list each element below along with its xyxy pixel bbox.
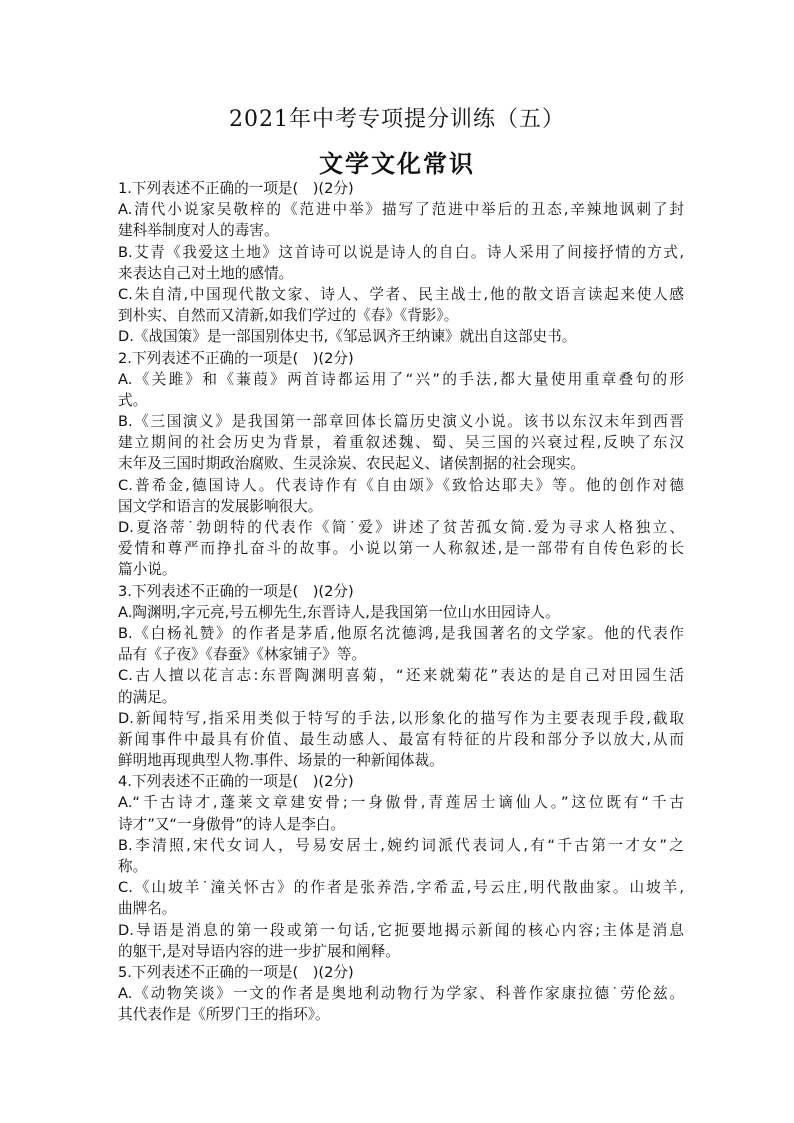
text-line: 到朴实、自然而又清新,如我们学过的《春》《背影》。	[118, 307, 459, 325]
text-line: B.艾青《我爱这土地》这首诗可以说是诗人的自白。诗人采用了间接抒情的方式,	[118, 243, 684, 261]
text-line: D.导语是消息的第一段或第一句话,它扼要地揭示新闻的核心内容;主体是消息	[118, 921, 684, 939]
text-line: D.新闻特写,指采用类似于特写的手法,以形象化的描写作为主要表现手段,截取	[118, 709, 684, 727]
text-line: D.夏洛蒂˙勃朗特的代表作《简˙爱》讲述了贫苦孤女简.爱为寻求人格独立、	[118, 519, 684, 536]
text-line: 品有《子夜》《春蚕》《林家铺子》等。	[118, 646, 367, 664]
text-line: C.《山坡羊˙潼关怀古》的作者是张养浩,字希孟,号云庄,明代散曲家。山坡羊,	[118, 879, 684, 897]
text-line: 鲜明地再现典型人物.事件、场景的一种新闻体裁。	[118, 752, 444, 770]
text-line: 称。	[118, 858, 148, 875]
text-line: B.《三国演义》是我国第一部章回体长篇历史演义小说。该书以东汉末年到西晋	[118, 413, 684, 431]
text-line: 2.下列表述不正确的一项是( )(2分)	[118, 349, 354, 367]
text-line: 爱情和尊严而挣扎奋斗的故事。小说以第一人称叙述,是一部带有自传色彩的长	[118, 540, 684, 558]
text-line: 国文学和语言的发展影响很大。	[118, 497, 323, 515]
question-body	[118, 178, 684, 1026]
text-line: C.普希金,德国诗人。代表诗作有《自由颂》《致恰达耶夫》等。他的创作对德	[118, 476, 684, 494]
text-line: A.陶渊明,字元亮,号五柳先生,东晋诗人,是我国第一位山水田园诗人。	[118, 603, 560, 621]
text-line: B.《白杨礼赞》的作者是茅盾,他原名沈德鸿,是我国著名的文学家。他的代表作	[118, 624, 684, 642]
page-subtitle: 文学文化常识	[319, 150, 475, 178]
text-line: 1.下列表述不正确的一项是( )(2分)	[118, 180, 354, 197]
text-line: 3.下列表述不正确的一项是( )(2分)	[118, 582, 354, 600]
text-line: A.清代小说家吴敬梓的《范进中举》描写了范进中举后的丑态,辛辣地讽刺了封	[118, 201, 684, 219]
text-line: 诗才”又“一身傲骨”的诗人是李白。	[118, 815, 345, 833]
text-line: 来表达自己对土地的感情。	[118, 264, 294, 282]
text-line: 其代表作是《所罗门王的指环》。	[118, 1006, 330, 1024]
text-line: 新闻事件中最具有价值、最生动感人、最富有特征的片段和部分予以放大,从而	[118, 730, 684, 748]
page-title: 2021年中考专项提分训练（五）	[229, 107, 565, 132]
text-line: 的满足。	[118, 688, 177, 706]
text-line: 末年及三国时期政治腐败、生灵涂炭、农民起义、诸侯割据的社会现实。	[118, 455, 586, 473]
text-line: A.“千古诗才,蓬莱文章建安骨;一身傲骨,青莲居士谪仙人。”这位既有“千古	[118, 794, 684, 812]
text-line: 曲牌名。	[118, 900, 177, 918]
text-line: 建立期间的社会历史为背景，着重叙述魏、蜀、吴三国的兴衰过程,反映了东汉	[118, 434, 684, 452]
text-line: C.古人擅以花言志:东晋陶渊明喜菊，“还来就菊花”表达的是自己对田园生活	[118, 667, 684, 685]
text-line: 的躯干,是对导语内容的进一步扩展和阐释。	[118, 942, 400, 960]
text-line: 建科举制度对人的毒害。	[118, 222, 279, 240]
text-line: 篇小说。	[118, 561, 177, 579]
text-line: 4.下列表述不正确的一项是( )(2分)	[118, 773, 354, 791]
text-line: B.李清照,宋代女词人，号易安居士,婉约词派代表词人,有“千古第一才女”之	[118, 836, 684, 854]
text-line: C.朱自清,中国现代散文家、诗人、学者、民主战士,他的散文语言读起来使人感	[118, 285, 684, 303]
text-line: A.《动物笑谈》一文的作者是奥地利动物行为学家、科普作家康拉德˙劳伦兹。	[118, 985, 684, 1003]
text-line: 5.下列表述不正确的一项是( )(2分)	[118, 963, 354, 981]
text-line: 式。	[118, 391, 148, 409]
text-line: A.《关雎》和《蒹葭》两首诗都运用了“兴”的手法,都大量使用重章叠句的形	[118, 370, 684, 388]
text-line: D.《战国策》是一部国别体史书,《邹忌讽齐王纳谏》就出自这部史书。	[118, 328, 577, 346]
